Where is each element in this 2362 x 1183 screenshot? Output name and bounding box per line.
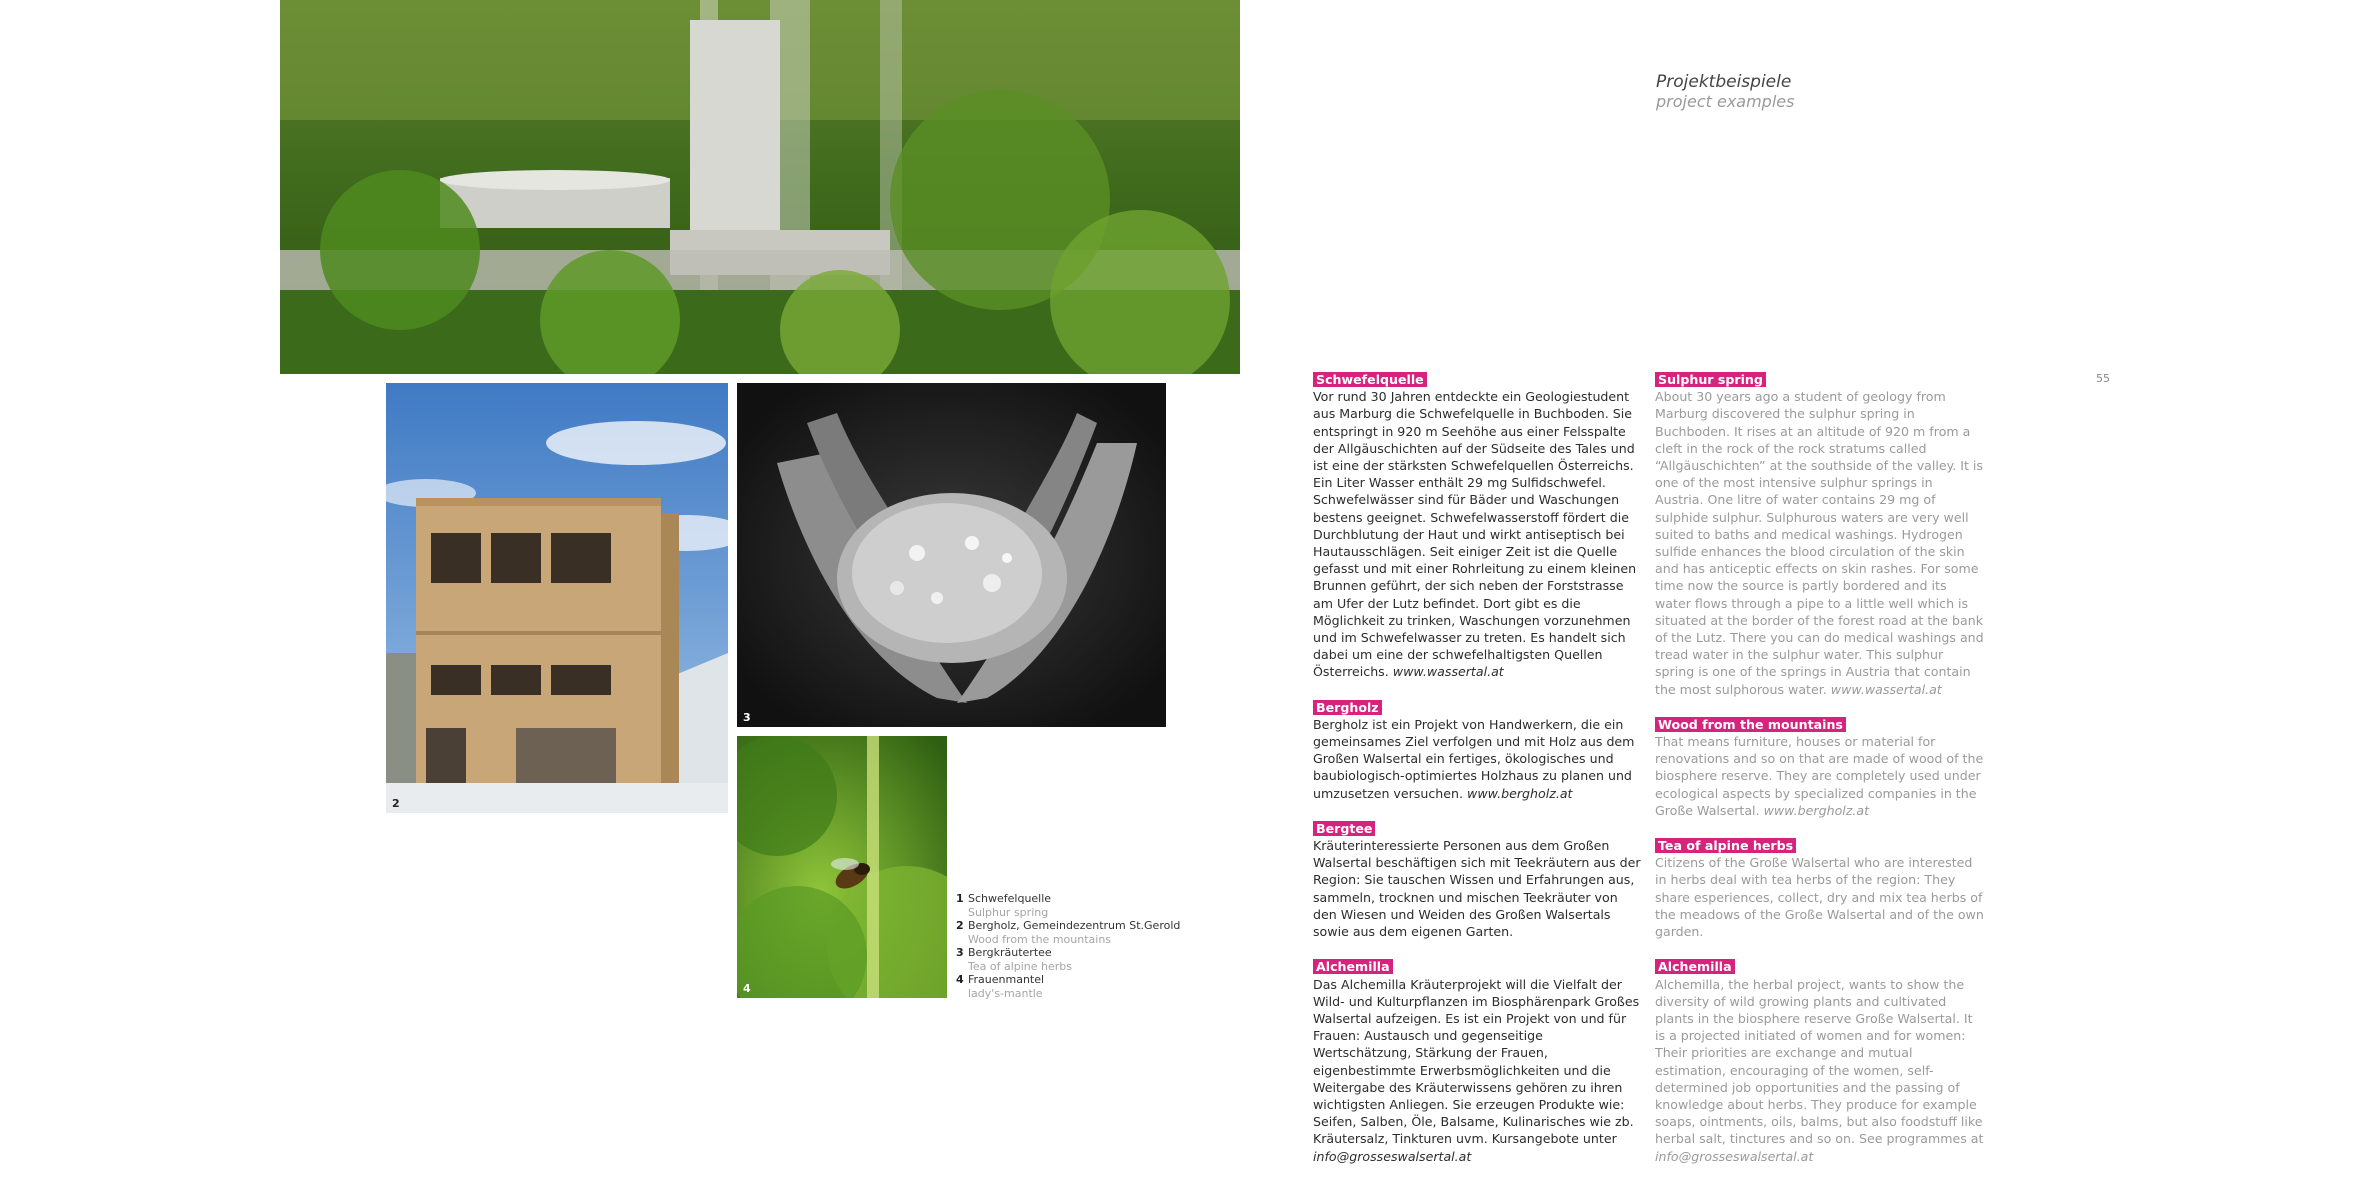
caption-de: Bergkräutertee — [968, 946, 1052, 959]
caption-en: Sulphur spring — [968, 905, 1049, 919]
caption-en: Wood from the mountains — [968, 932, 1112, 946]
section-title: Schwefelquelle — [1313, 372, 1427, 387]
section-title: Wood from the mountains — [1655, 717, 1846, 732]
section-alchemilla-de — [1313, 958, 1643, 1164]
english-text-column — [1655, 371, 1985, 1183]
email-link[interactable]: info@grosseswalsertal.at — [1313, 1148, 1472, 1164]
section-wood-en — [1655, 716, 1985, 819]
section-sulphur-spring-en — [1655, 371, 1985, 698]
section-body: About 30 years ago a student of geology from Marburg discovered the sulphur spring in Buchboden. It rises at an altitude of 920 m from a cleft in the rock of the rock stratums called “Allgäuschichten” at the southside of the valley. It is one of the most intensive sulphur springs in Austria. One litre of water contains 29 mg of sulphide sulphur. Sulphurous waters are very well suited to baths and medical washings. Hydrogen sulfide enhances the blood circulation of the skin and has anticeptic effects on skin rashes. For some time now the source is partly bordered and its water flows through a pipe to a little well which is situated at the border of the forest road at the bank of the Lutz. There you can do medical washings and tread water in the sulphur water. This sulphur spring is one of the springs in Austria that contain the most sulphorous water. www.wassertal.at — [1655, 389, 1984, 697]
caption-item: 4 Frauenmantel lady's-mantle — [956, 973, 1186, 1000]
section-body: Kräuterinteressierte Personen aus dem Großen Walsertal beschäftigen sich mit Teekräutern aus der Region: Sie tauschen Wissen und Erfahrungen aus, sammeln, trocknen und mischen Teekräuter von den Wiesen und Weiden des Großen Walsertals sowie aus dem eigenen Garten. — [1313, 838, 1641, 940]
website-link[interactable]: www.wassertal.at — [1830, 681, 1942, 697]
section-body: Bergholz ist ein Projekt von Handwerkern, die ein gemeinsames Ziel verfolgen und mit Holz aus dem Großen Walsertal ein fertiges, ökologisches und baubiologisch-optimiertes Holzhaus zu planen und umzusetzen versuchen. www.bergholz.at — [1313, 716, 1635, 801]
caption-en: Tea of alpine herbs — [968, 959, 1073, 973]
caption-de: Bergholz, Gemeindezentrum St.Gerold — [968, 919, 1181, 932]
section-title: Sulphur spring — [1655, 372, 1766, 387]
caption-de: Schwefelquelle — [968, 892, 1052, 905]
section-tea-en — [1655, 837, 1985, 940]
website-link[interactable]: www.bergholz.at — [1763, 802, 1870, 818]
section-bergtee-de — [1313, 820, 1643, 940]
section-title: Bergtee — [1313, 821, 1375, 836]
photo-sulphur-spring — [280, 0, 1240, 374]
section-title: Bergholz — [1313, 700, 1382, 715]
caption-item: 3 Bergkräutertee Tea of alpine herbs — [956, 946, 1186, 973]
section-title: Tea of alpine herbs — [1655, 838, 1796, 853]
website-link[interactable]: www.bergholz.at — [1467, 785, 1573, 801]
photo-number-2: 2 — [392, 797, 400, 810]
section-body: Das Alchemilla Kräuterprojekt will die Vielfalt der Wild- und Kulturpflanzen im Biosphärenpark Großes Walsertal aufzeigen. Es ist ein Projekt von und für Frauen: Austausch und gegenseitige Wertschätzung, Stärkung der Frauen, eigenbestimmte Erwerbsmöglichkeiten und die Weitergabe des Kräuterwissens gehören zu ihren wichtigsten Anliegen. Sie erzeugen Produkte wie: Seifen, Salben, Öle, Balsame, Kulinarisches wie zb. Kräutersalz, Tinkturen uvm. Kursangebote unter info@grosseswalsertal.at — [1313, 976, 1640, 1164]
email-link[interactable]: info@grosseswalsertal.at — [1655, 1148, 1814, 1164]
section-body: Vor rund 30 Jahren entdeckte ein Geologiestudent aus Marburg die Schwefelquelle in Buchboden. Sie entspringt in 920 m Seehöhe aus einer Felsspalte der Allgäuschichten auf der Südseite des Tales und ist eine der stärksten Schwefelquellen Österreichs. Ein Liter Wasser enthält 29 mg Sulfidschwefel. Schwefelwässer sind für Bäder und Waschungen bestens geeignet. Schwefelwasserstoff fördert die Durchblutung der Haut und wirkt antiseptisch bei Hautausschlägen. Seit einiger Zeit ist die Quelle gefasst und mit einer Rohrleitung zu einem kleinen Brunnen geführt, der sich neben der Forststrasse am Ufer der Lutz befindet. Dort gibt es die Möglichkeit zu trinken, Waschungen vorzunehmen und im Schwefelwasser zu treten. Es handelt sich dabei um eine der schwefelhaltigsten Quellen Österreichs. www.wassertal.at — [1313, 389, 1637, 680]
photo-wooden-building — [386, 383, 728, 813]
photo-captions — [956, 892, 1186, 1000]
heading-de: Projektbeispiele — [1656, 72, 1792, 92]
section-title: Alchemilla — [1655, 959, 1735, 974]
heading-en: project examples — [1656, 92, 1795, 111]
photo-hands-herbs — [737, 383, 1166, 727]
caption-item: 2 Bergholz, Gemeindezentrum St.Gerold Wood from the mountains — [956, 919, 1186, 946]
german-text-column — [1313, 371, 1643, 1183]
caption-item: 1 Schwefelquelle Sulphur spring — [956, 892, 1186, 919]
section-body: Citizens of the Große Walsertal who are interested in herbs deal with tea herbs of the region: They share esperiences, collect, dry and mix tea herbs of the meadows of the Große Walsertal and of the own garden. — [1655, 855, 1984, 940]
photo-number-3: 3 — [743, 711, 751, 724]
website-link[interactable]: www.wassertal.at — [1392, 664, 1504, 680]
section-title: Alchemilla — [1313, 959, 1393, 974]
page-heading — [1656, 72, 1794, 111]
photo-ladys-mantle — [737, 736, 947, 998]
caption-de: Frauenmantel — [968, 973, 1045, 986]
section-sulphur-spring-de — [1313, 371, 1643, 681]
page-number: 55 — [2096, 372, 2110, 385]
section-body: Alchemilla, the herbal project, wants to show the diversity of wild growing plants and cultivated plants in the biosphere reserve Große Walsertal. It is a projected initiated of women and for women: Their priorities are exchange and mutual estimation, encouraging of the women, self-determined job opportunities and the passing of knowledge about herbs. They produce for example soaps, ointments, oils, balms, but also foodstuff like herbal salt, tinctures and so on. See programmes at info@grosseswalsertal.at — [1655, 976, 1984, 1164]
section-body: That means furniture, houses or material for renovations and so on that are made of wood of the biosphere reserve. They are completely used under ecological aspects by specialized companies in the Große Walsertal. www.bergholz.at — [1655, 734, 1984, 818]
caption-en: lady's-mantle — [968, 986, 1043, 1000]
section-alchemilla-en — [1655, 958, 1985, 1164]
section-bergholz-de — [1313, 699, 1643, 802]
photo-number-4: 4 — [743, 982, 751, 995]
